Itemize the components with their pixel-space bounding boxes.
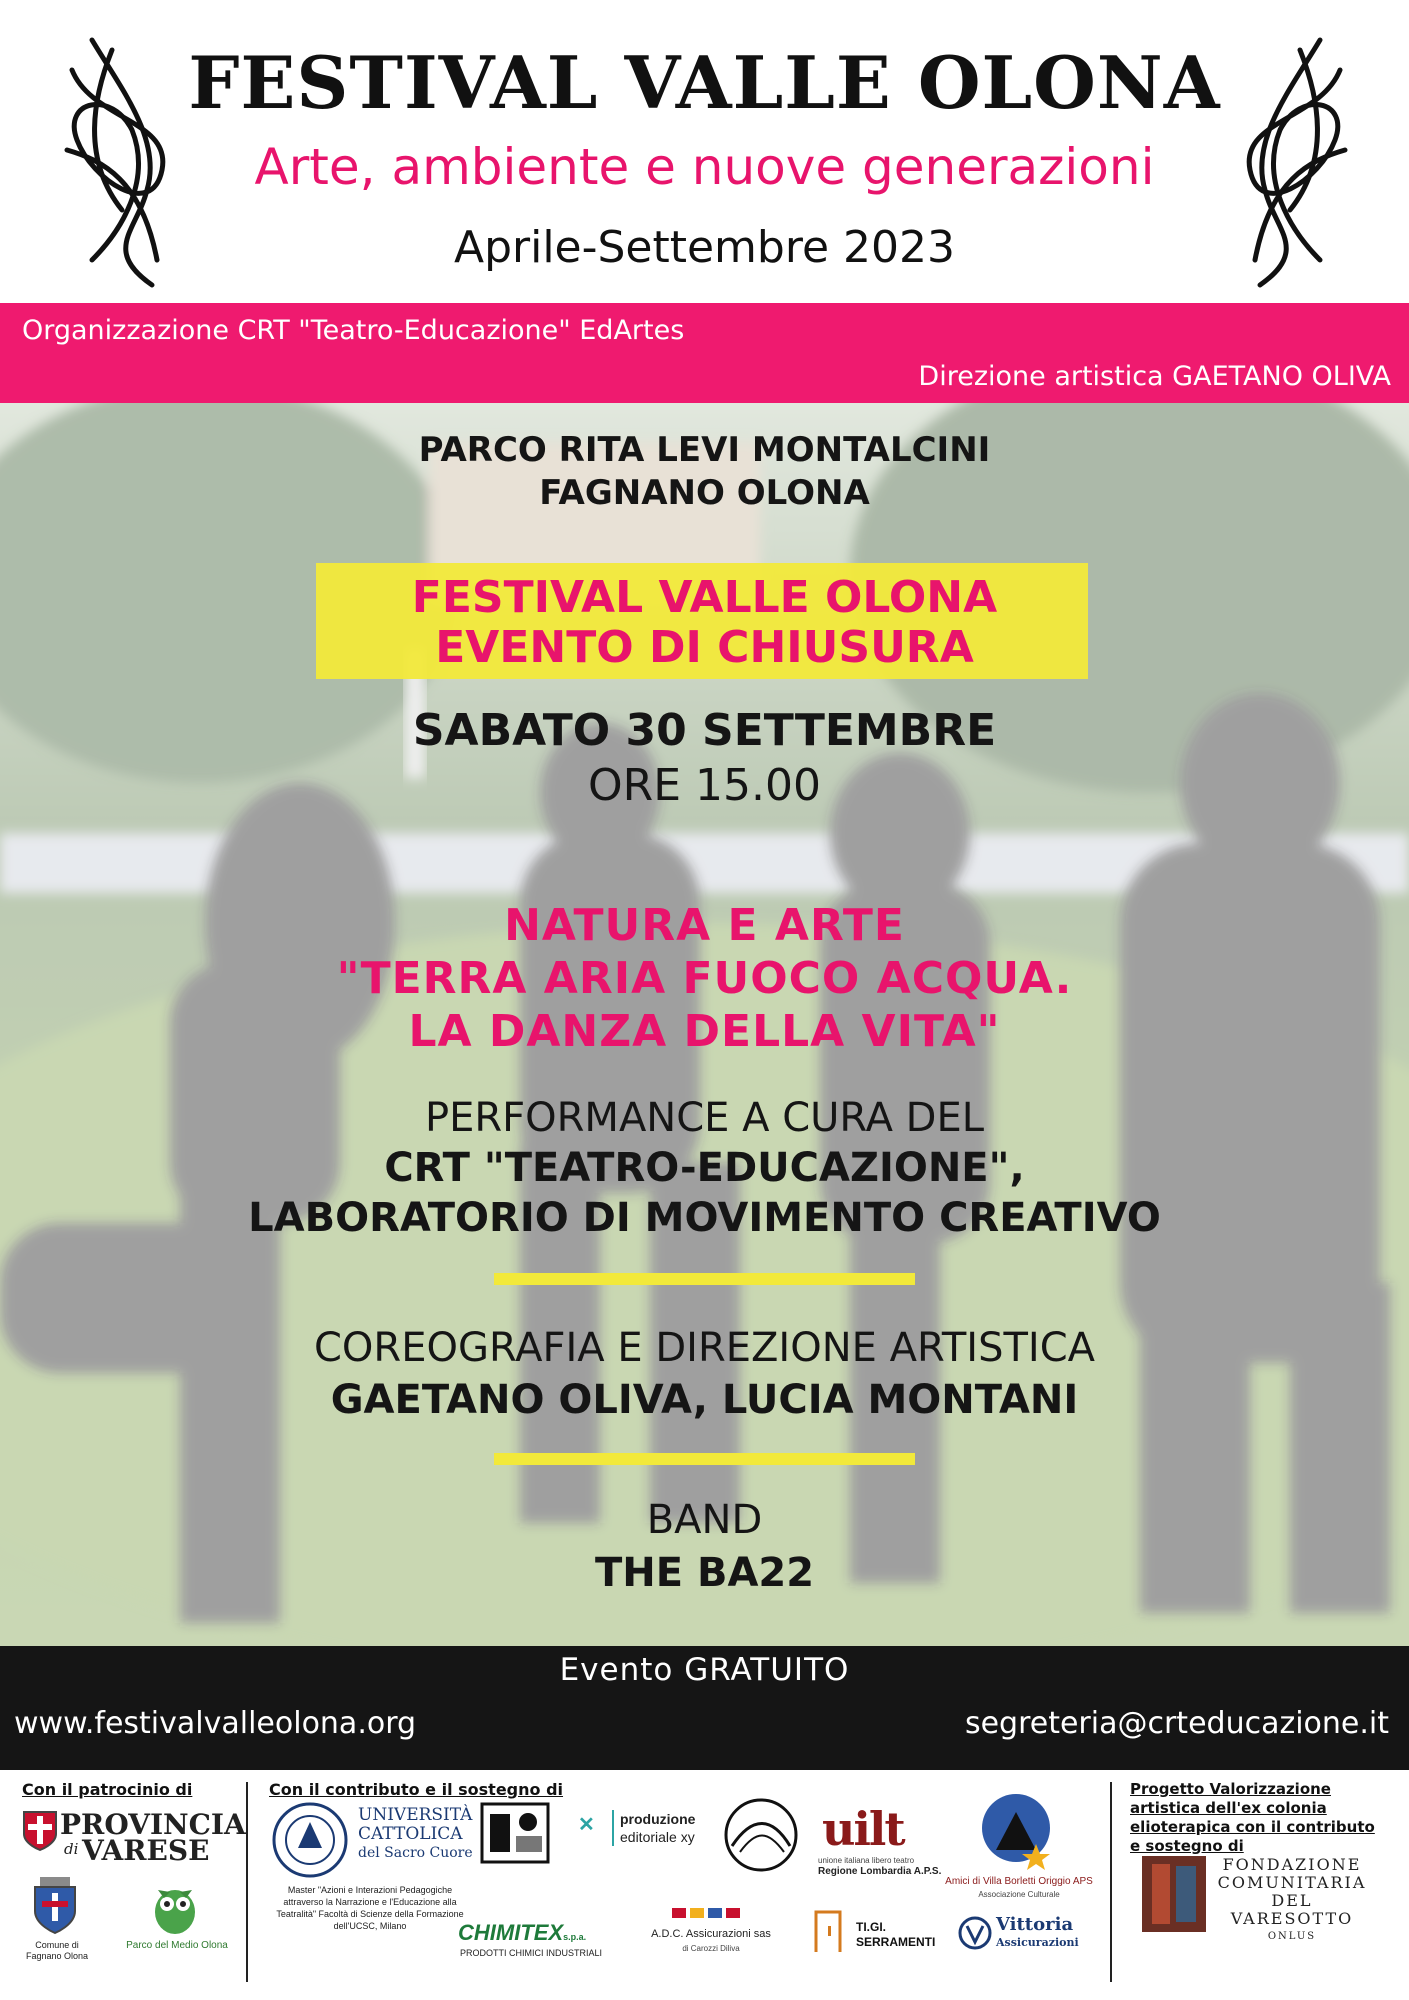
villa-text: Amici di Villa Borletti Origgio APS xyxy=(945,1876,1093,1887)
unicatt-logo-text xyxy=(358,1806,473,1863)
organization-text: Organizzazione CRT "Teatro-Educazione" EdArtes xyxy=(22,315,685,346)
adc-text: A.D.C. Assicurazioni sas xyxy=(651,1928,771,1940)
university-seal-icon xyxy=(270,1800,350,1880)
performance-title-line1: NATURA E ARTE xyxy=(504,900,905,951)
adc-subtext: di Carozzi Diliva xyxy=(682,1944,740,1953)
chimitex-subtext: PRODOTTI CHIMICI INDUSTRIALI xyxy=(460,1948,603,1958)
provincia-varese-logo xyxy=(22,1800,246,1870)
performance-title-line3: LA DANZA DELLA VITA" xyxy=(408,1006,1001,1057)
email-link[interactable]: segreteria@crteducazione.it xyxy=(964,1706,1389,1741)
parco-text: Parco del Medio Olona xyxy=(126,1940,228,1951)
closing-event-title: FESTIVAL VALLE OLONA xyxy=(411,572,998,623)
comune-text: Comune di Fagnano Olona xyxy=(25,1940,89,1961)
provincia-di-text: di xyxy=(64,1840,79,1858)
fondazione-painting-icon xyxy=(1142,1856,1206,1932)
website-link[interactable]: www.festivalvalleolona.org xyxy=(14,1706,417,1741)
xy-icon: ✕ xyxy=(578,1814,595,1836)
sponsor-divider xyxy=(1110,1782,1112,1982)
closing-event-subtitle: EVENTO DI CHIUSURA xyxy=(435,622,974,673)
curated-by-label: PERFORMANCE A CURA DEL xyxy=(424,1095,985,1141)
performance-title-line2: "TERRA ARIA FUOCO ACQUA. xyxy=(336,953,1073,1004)
villa-subtext: Associazione Culturale xyxy=(978,1890,1060,1899)
uilt-subtitle: unione italiana libero teatro xyxy=(818,1856,915,1865)
project-heading: Progetto Valorizzazione artistica dell'ex colonia elioterapica con il contributo e sostegno di xyxy=(1130,1780,1375,1855)
varese-text: VARESE xyxy=(82,1834,210,1867)
unicatt-line2: CATTOLICA xyxy=(358,1824,463,1844)
provincia-text: PROVINCIA xyxy=(60,1808,246,1841)
chimitex-text: CHIMITEX xyxy=(458,1920,564,1945)
venue-name: PARCO RITA LEVI MONTALCINI xyxy=(418,430,991,470)
chimitex-logo xyxy=(458,1920,586,1946)
owl-icon xyxy=(150,1880,200,1936)
fondazione-logo-text xyxy=(1212,1856,1372,1946)
band-name: THE BA22 xyxy=(594,1550,815,1596)
festival-title: FESTIVAL VALLE OLONA xyxy=(188,40,1221,125)
adc-books-icon xyxy=(670,1906,750,1920)
free-event-text: Evento GRATUITO xyxy=(559,1652,850,1688)
fondazione-line2: COMUNITARIA xyxy=(1217,1873,1367,1892)
vittoria-logo xyxy=(996,1916,1079,1952)
vittoria-badge-icon xyxy=(958,1916,992,1950)
province-crest-icon xyxy=(22,1808,58,1852)
produzione-logo xyxy=(612,1810,695,1846)
villa-borletti-icon xyxy=(978,1790,1054,1870)
comune-crest-icon xyxy=(30,1875,80,1935)
fondazione-line1: FONDAZIONE xyxy=(1222,1855,1362,1874)
curated-by-lab: LABORATORIO DI MOVIMENTO CREATIVO xyxy=(248,1195,1161,1241)
vittoria-line2: Assicurazioni xyxy=(996,1936,1079,1949)
uilt-region: Regione Lombardia A.P.S. xyxy=(818,1866,942,1877)
tigi-logo xyxy=(856,1920,935,1950)
organization-band xyxy=(0,303,1409,403)
window-frame-icon xyxy=(812,1908,844,1954)
choreography-label: COREOGRAFIA E DIREZIONE ARTISTICA xyxy=(313,1325,1095,1371)
editoriale-text: editoriale xy xyxy=(620,1829,695,1845)
fondazione-line4: ONLUS xyxy=(1267,1931,1317,1942)
crt-logo-icon xyxy=(478,1800,552,1866)
festival-dates: Aprile-Settembre 2023 xyxy=(453,222,956,273)
venue-town: FAGNANO OLONA xyxy=(539,473,870,513)
event-time: ORE 15.00 xyxy=(588,760,821,811)
sponsor-divider xyxy=(246,1782,248,1982)
festival-subtitle: Arte, ambiente e nuove generazioni xyxy=(254,138,1155,196)
produzione-text: produzione xyxy=(620,1811,696,1827)
contact-band xyxy=(0,1646,1409,1770)
master-text: Master "Azioni e Interazioni Pedagogiche attraverso la Narrazione e l'Educazione alla Teatralità" Facoltà di Scienze della Formazione dell'UCSC, Milano xyxy=(276,1885,464,1931)
fondazione-line3: DEL VARESOTTO xyxy=(1230,1891,1354,1928)
yellow-divider xyxy=(494,1453,915,1465)
event-date: SABATO 30 SETTEMBRE xyxy=(412,705,997,756)
chimitex-spa: s.p.a. xyxy=(563,1932,587,1942)
curated-by-org: CRT "TEATRO-EDUCAZIONE", xyxy=(384,1145,1025,1191)
yellow-divider xyxy=(494,1273,915,1285)
vittoria-line1: Vittoria xyxy=(996,1914,1074,1935)
support-heading: Con il contributo e il sostegno di xyxy=(269,1780,564,1799)
tigi-line1: TI.GI. xyxy=(856,1920,886,1934)
tigi-line2: SERRAMENTI xyxy=(856,1935,936,1949)
uilt-logo-text: uilt xyxy=(822,1802,904,1856)
choreography-names: GAETANO OLIVA, LUCIA MONTANI xyxy=(330,1377,1079,1423)
band-label: BAND xyxy=(646,1497,763,1543)
castellanza-circle-icon xyxy=(722,1796,800,1874)
artistic-direction-text: Direzione artistica GAETANO OLIVA xyxy=(918,361,1391,392)
patronage-heading: Con il patrocinio di xyxy=(22,1780,193,1799)
unicatt-line1: UNIVERSITÀ xyxy=(358,1805,473,1825)
unicatt-line3: del Sacro Cuore xyxy=(358,1845,473,1861)
